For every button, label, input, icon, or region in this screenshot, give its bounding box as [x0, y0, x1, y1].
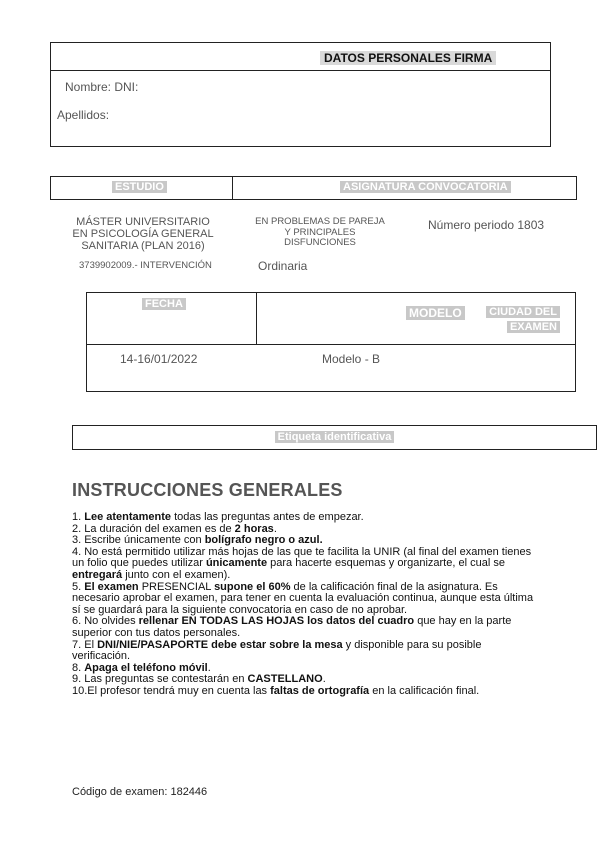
instructions-list [72, 512, 536, 698]
instruction-bold-text: Lee atentamente [84, 511, 172, 523]
instruction-text: . [322, 673, 326, 686]
instruction-text: PRESENCIAL [138, 580, 215, 593]
asignatura-line: DISFUNCIONES [284, 237, 356, 248]
instruction-text: 8. [72, 661, 85, 674]
instructions-title: INSTRUCCIONES GENERALES [72, 480, 343, 500]
instruction-text: y disponible para su posible verificación. [72, 638, 482, 663]
personal-header-divider [50, 70, 551, 71]
instruction-text: . [273, 522, 277, 535]
estudio-text [58, 216, 228, 252]
instruction-text: 1. [72, 511, 85, 523]
instruction-text: junto con el examen). [122, 568, 231, 581]
instruction-text: de la calificación final de la asignatura. Es necesario aprobar el examen, para tener en cuenta la evaluación continua, aunque esta última sí se guardará para la siguiente convocatoria en caso de no aprobar. [72, 580, 534, 616]
etiqueta-label: Etiqueta identificativa [72, 431, 597, 443]
modelo-header: MODELO [406, 306, 465, 320]
instruction-text: todas las preguntas antes de empezar. [171, 511, 364, 523]
instruction-text: 3. Escribe únicamente con [72, 534, 205, 547]
instruction-text: para hacerte esquemas y organizarte, el cual se [267, 557, 505, 570]
asignatura-line: EN PROBLEMAS DE PAREJA [255, 216, 385, 227]
instruction-item [72, 582, 536, 617]
instruction-bold-text: CASTELLANO [247, 673, 323, 686]
estudio-header: ESTUDIO [112, 181, 167, 193]
nombre-dni-field[interactable]: Nombre: DNI: [65, 80, 139, 94]
instruction-text: 5. [72, 580, 85, 593]
instruction-bold-text: supone el 60% [214, 580, 291, 593]
asignatura-text [240, 217, 400, 249]
personal-header-label: DATOS PERSONALES FIRMA [320, 51, 496, 65]
instruction-item [72, 616, 536, 639]
convocatoria-value: Ordinaria [258, 259, 308, 273]
instruction-bold-text: entregará [72, 568, 123, 581]
instruction-text: 10.El profesor tendrá muy en cuenta las [72, 684, 271, 697]
asignatura-line: Y PRINCIPALES [284, 226, 356, 238]
instruction-text: 6. No olvides [72, 615, 139, 628]
instruction-bold-text: 2 horas [234, 522, 274, 535]
instruction-item [72, 686, 536, 698]
instruction-bold-text: únicamente [205, 557, 268, 570]
fecha-header: FECHA [142, 298, 186, 310]
exam-table-divider-h [86, 344, 576, 345]
personal-header [320, 51, 496, 65]
instruction-text: en la calificación final. [369, 684, 480, 697]
asignatura-header: ASIGNATURA CONVOCATORIA [340, 181, 511, 193]
estudio-line: EN PSICOLOGÍA GENERAL [72, 228, 214, 240]
instruction-text: 4. No está permitido utilizar más hojas de las que te facilita la UNIR (al final del examen tienes un folio que puedes utilizar [72, 545, 532, 570]
instruction-text: 9. Las preguntas se contestarán en [72, 673, 248, 686]
modelo-value: Modelo - B [322, 352, 381, 366]
instruction-text: que hay en la parte superior con tus datos personales. [72, 615, 512, 639]
codigo-asignatura: 3739902009.- INTERVENCIÓN [79, 260, 212, 271]
instruction-text: 2. La duración del examen es de [72, 522, 235, 535]
instruction-bold-text: bolígrafo negro o azul. [204, 534, 323, 547]
exam-code: Código de examen: 182446 [72, 786, 208, 798]
instruction-bold-text: rellenar EN TODAS LAS HOJAS los datos del cuadro [138, 615, 415, 628]
instruction-text: . [207, 661, 211, 674]
exam-table-divider-v [256, 292, 257, 344]
ciudad-header: CIUDAD DEL EXAMEN [470, 305, 560, 335]
instruction-bold-text: DNI/NIE/PASAPORTE debe estar sobre la mesa [97, 638, 343, 651]
estudio-line: MÁSTER UNIVERSITARIO [76, 216, 210, 228]
estudio-line: SANITARIA (PLAN 2016) [81, 240, 205, 252]
instruction-bold-text: El examen [84, 580, 139, 593]
instruction-item [72, 547, 536, 582]
instruction-text: 7. El [72, 638, 98, 651]
apellidos-field[interactable]: Apellidos: [57, 108, 110, 122]
periodo-value: Número periodo 1803 [428, 218, 545, 232]
instruction-item [72, 640, 536, 663]
course-header-divider [232, 176, 233, 200]
fecha-value: 14-16/01/2022 [120, 352, 198, 366]
instruction-bold-text: Apaga el teléfono móvil [84, 661, 208, 674]
instruction-bold-text: faltas de ortografía [270, 684, 370, 697]
